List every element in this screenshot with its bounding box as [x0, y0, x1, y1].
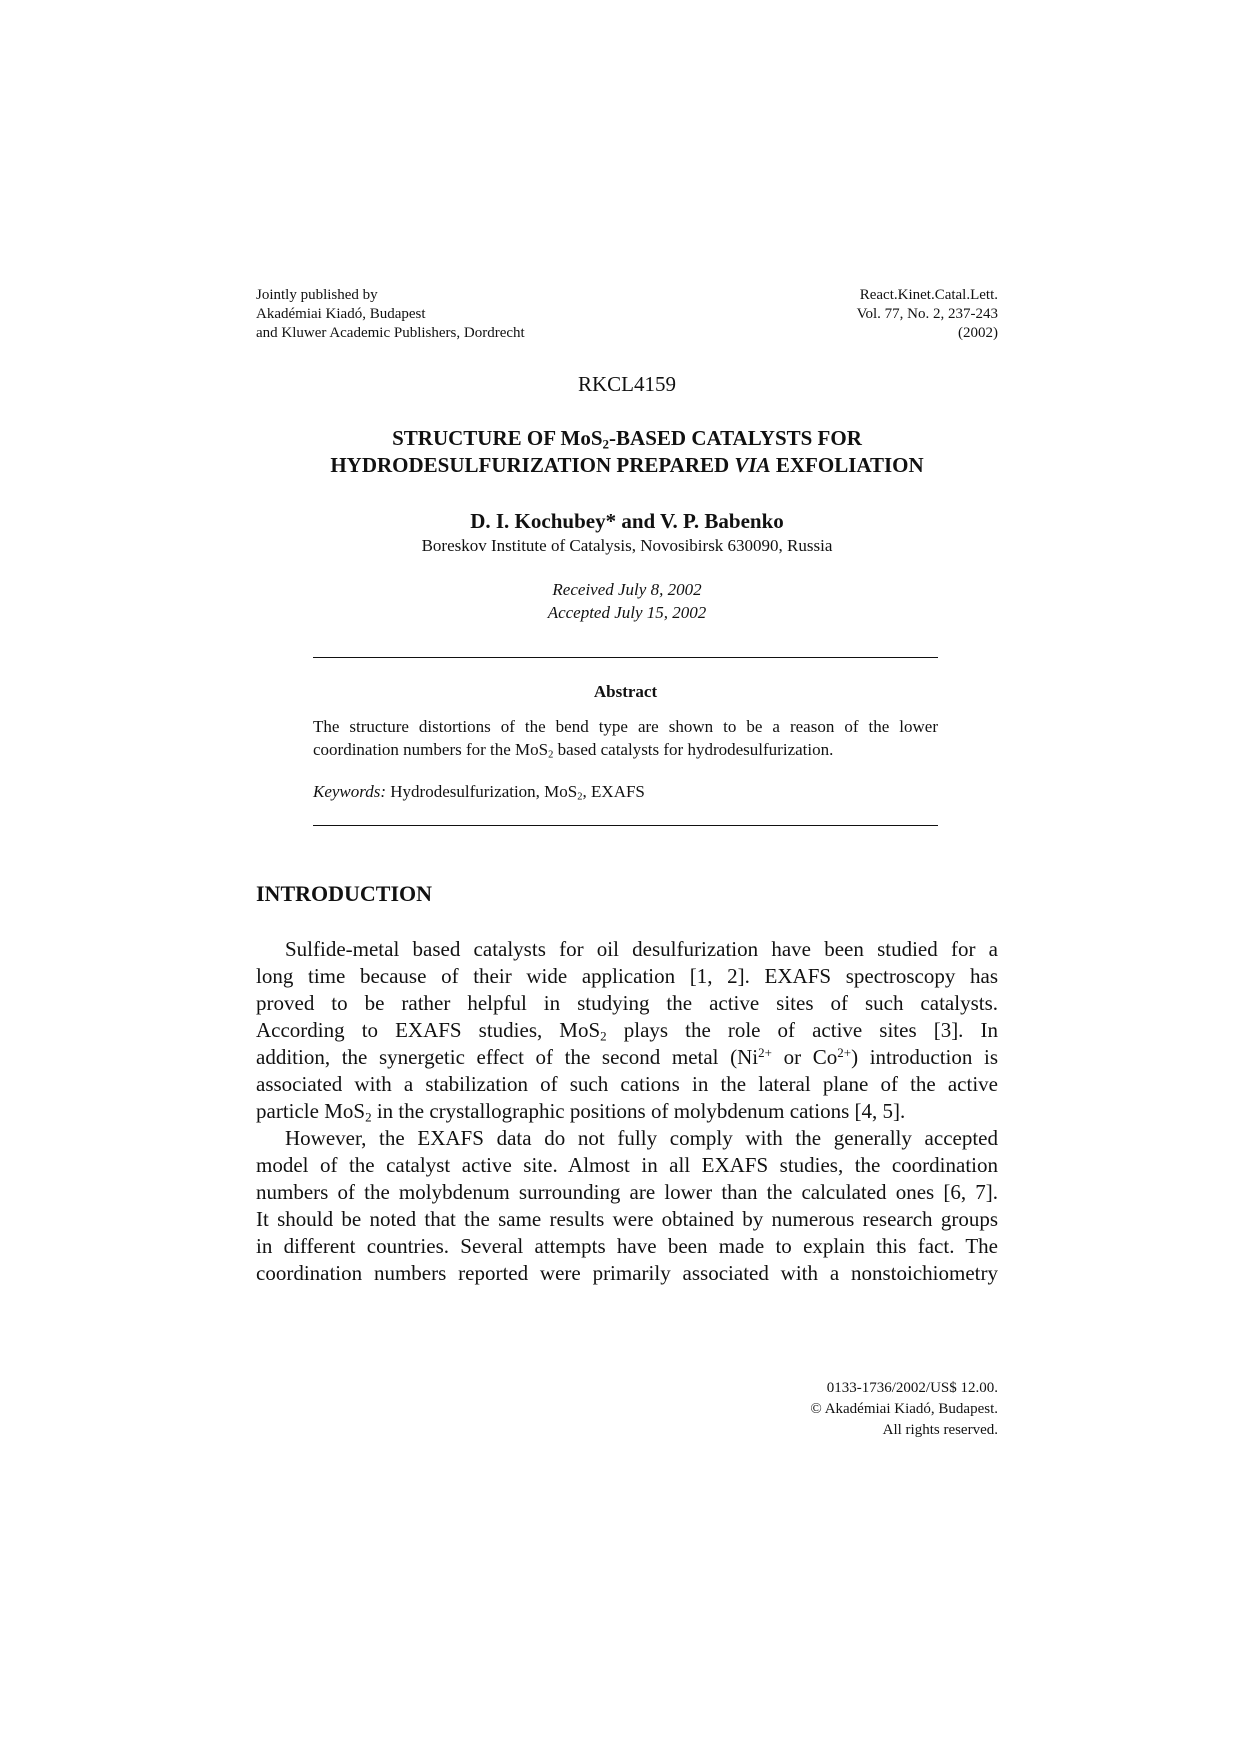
body-text [256, 936, 998, 1287]
paragraph-line: in different countries. Several attempts have been made to explain this fact. The [256, 1234, 998, 1258]
paragraph-line: particle MoS$_2$ in the crystallographic positions of molybdenum cations [4, 5]. [256, 1099, 906, 1125]
title-line-2: HYDRODESULFURIZATION PREPARED VIA EXFOLIATION [330, 453, 924, 477]
accepted-date: Accepted July 15, 2002 [547, 603, 707, 622]
paragraph-line: proved to be rather helpful in studying the active sites of such catalysts. [256, 991, 998, 1015]
publisher-line: Akadémiai Kiadó, Budapest [256, 306, 426, 322]
publisher-line: Jointly published by [256, 287, 378, 303]
paragraph-line: addition, the synergetic effect of the second metal ($Ni^{2+}$ or $Co^{2+}$) introduction is [256, 1044, 999, 1069]
abstract-divider-top [313, 657, 938, 658]
paragraph-line: numbers of the molybdenum surrounding are lower than the calculated ones [6, 7]. [256, 1180, 998, 1204]
title-line-1: STRUCTURE OF MoS$_2$-BASED CATALYSTS FOR [392, 426, 862, 452]
keywords: Keywords: Hydrodesulfurization, MoS$_2$, EXAFS [313, 782, 645, 803]
received-date: Received July 8, 2002 [552, 580, 702, 599]
article-code: RKCL4159 [577, 372, 676, 396]
footer-line: All rights reserved. [882, 1422, 998, 1438]
authors: D. I. Kochubey* and V. P. Babenko [470, 509, 784, 533]
abstract-line: The structure distortions of the bend type are shown to be a reason of the lower [313, 717, 938, 736]
abstract-text [313, 715, 938, 761]
journal-line: React.Kinet.Catal.Lett. [859, 287, 998, 303]
paragraph-line: According to EXAFS studies, MoS$_2$ plays the role of active sites [3]. In [256, 1018, 998, 1044]
journal-info [700, 286, 998, 343]
paragraph-line: However, the EXAFS data do not fully comply with the generally accepted [285, 1126, 998, 1150]
journal-line: Vol. 77, No. 2, 237-243 [856, 306, 998, 322]
section-heading: INTRODUCTION [256, 881, 433, 906]
journal-line: (2002) [958, 325, 998, 341]
copyright-footer [700, 1378, 998, 1441]
abstract-line: coordination numbers for the MoS$_2$ based catalysts for hydrodesulfurization. [313, 740, 834, 761]
footer-line: 0133-1736/2002/US$ 12.00. [826, 1380, 998, 1396]
dates [256, 578, 998, 624]
publisher-line: and Kluwer Academic Publishers, Dordrecht [256, 325, 525, 341]
publisher-info [256, 286, 716, 343]
affiliation: Boreskov Institute of Catalysis, Novosibirsk 630090, Russia [421, 536, 833, 555]
article-title [256, 425, 998, 479]
paragraph-line: Sulfide-metal based catalysts for oil desulfurization have been studied for a [285, 937, 998, 961]
keywords-label: Keywords: [313, 782, 387, 801]
abstract-divider-bottom [313, 825, 938, 826]
footer-line: © Akadémiai Kiadó, Budapest. [810, 1401, 998, 1417]
paragraph-line: model of the catalyst active site. Almost in all EXAFS studies, the coordination [256, 1153, 998, 1177]
abstract-heading: Abstract [593, 682, 658, 701]
paragraph-line: long time because of their wide application [1, 2]. EXAFS spectroscopy has [256, 964, 998, 988]
paragraph-line: coordination numbers reported were primarily associated with a nonstoichiometry [256, 1261, 998, 1285]
paragraph-line: It should be noted that the same results were obtained by numerous research groups [256, 1207, 998, 1231]
paragraph-line: associated with a stabilization of such cations in the lateral plane of the active [256, 1072, 998, 1096]
